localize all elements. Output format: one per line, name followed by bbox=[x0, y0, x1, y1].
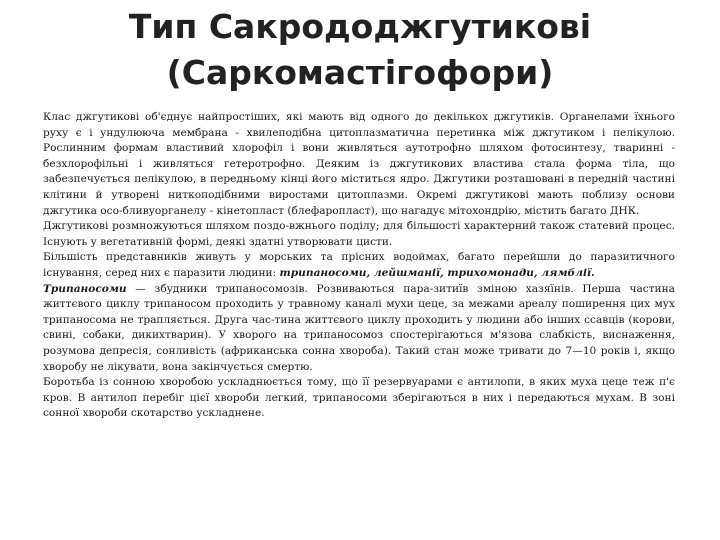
term-leishmania: лейшманії bbox=[373, 266, 441, 279]
paragraph-class-description: Клас джгутикові об'єднує найпростіших, які мають від одного до декількох джгутиків. Органелами їхнього руху є і ундулююча мембрана - хвилеподібна цитоплазматична перетинка між джгутиком і пелікулою. Рослинним формам властивий хлорофіл і вони живляться аутотрофно шляхом фотосинтезу, тваринні - безхлорофільні і живляться гетеротрофно. Деяким із джгутикових властива стала форма тіла, що забезпечується пелікулою, в передньому кінці його міститься ядро. Джгутики розташовані в передній частині клітини й утворені ниткоподібними виростами цитоплазми. Окремі джгутикові мають поблизу основи джгутика осо-бливуорганелу - кінетопласт (блефаропласт), що нагадує мітохондрію, містить багато ДНК. bbox=[43, 111, 675, 217]
slide-body bbox=[43, 110, 675, 422]
title-line-2: (Саркомастігофори) bbox=[166, 53, 554, 92]
separator-2: , bbox=[440, 266, 448, 279]
trypanosomes-text: — збудники трипаносомозів. Розвиваються пара-зитиїв зміною хазяїнів. Перша частина життєвого циклу трипаносом проходить у травному каналі мухи цеце, за межами ареалу поширення цих мух трипаносома не трапляється. Друга час-тина життєвого циклу проходить у людини або інших ссавців (корови, свині, собаки, дикихтварин). У хворого на трипаносомоз спостерігаються м'язова слабкість, виснаження, розумова депресія, сонливість (африканська сонна хвороба). Такий стан може тривати до 7—10 років і, якщо хворобу не лікувати, вона закінчується смертю. bbox=[43, 282, 675, 373]
term-trichomonads-lamblia: трихомонади, лямблії. bbox=[447, 266, 595, 279]
separator-1: , bbox=[366, 266, 374, 279]
paragraph-habitat bbox=[43, 250, 675, 281]
paragraph-trypanosomes bbox=[43, 282, 675, 376]
paragraph-reproduction: Джгутикові розмножуються шляхом поздо-вжнього поділу; для більшості характерний також статевий процес. Існують у вегетативній формі, деякі здатні утворювати цисти. bbox=[43, 220, 675, 248]
term-trypanosomes: трипаносоми bbox=[279, 266, 367, 279]
slide-title bbox=[40, 4, 680, 96]
paragraph-control: Боротьба із сонною хворобою ускладнюється тому, що її резервуарами є антилопи, в яких муха цеце теж п'є кров. В антилоп перебіг цієї хвороби легкий, трипаносоми зберігаються в них і передаються мухам. В зоні сонної хвороби скотарство ускладнене. bbox=[43, 376, 675, 420]
title-line-1: Тип Сакрододжгутикові bbox=[128, 7, 592, 46]
term-trypanosomes-lead: Трипаносоми bbox=[43, 282, 127, 295]
habitat-text: Більшість представників живуть у морських та прісних водоймах, багато перейшли до паразитичного існування, серед них є паразити людини: bbox=[43, 251, 675, 279]
